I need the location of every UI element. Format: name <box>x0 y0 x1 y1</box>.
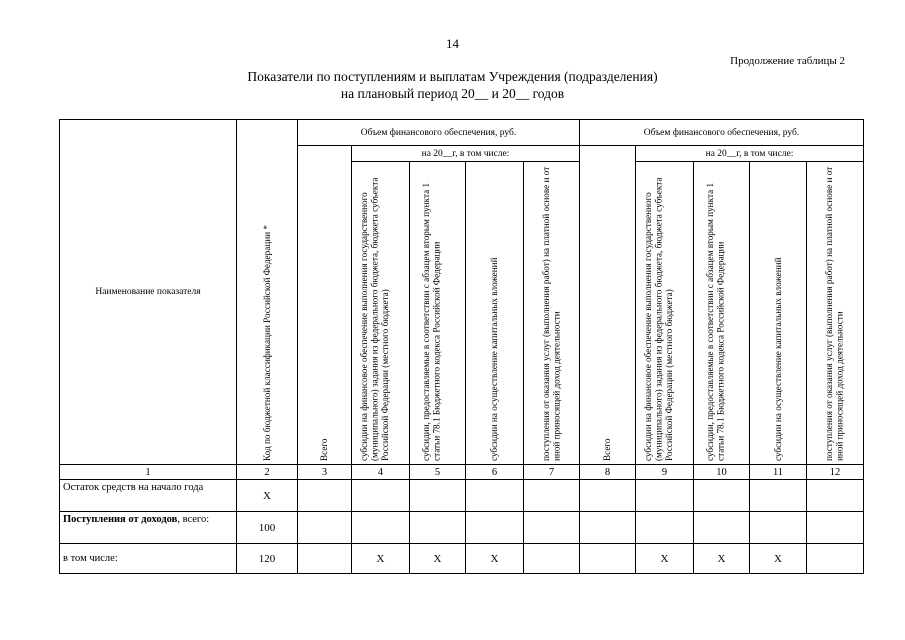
table-cell <box>807 480 864 512</box>
header-subsidy-78-1-1: субсидии, предоставляемые в соответствии с абзацем вторым пункта 1 статьи 78.1 Бюджетного кодекса Российской Федерации <box>410 162 466 465</box>
header-budget-code: Код по бюджетной классификации Российской Федерации * <box>237 120 298 465</box>
column-numbers-row <box>60 465 864 480</box>
table-cell <box>694 512 750 544</box>
header-total-1: Всего <box>298 146 352 465</box>
table-title-line-2: на плановый период 20__ и 20__ годов <box>340 86 565 101</box>
header-total-2: Всего <box>580 146 636 465</box>
header-subsidy-capital-2: субсидии на осуществление капитальных вложений <box>750 162 807 465</box>
row-code: X <box>237 480 298 512</box>
column-number: 5 <box>410 465 466 480</box>
table-row <box>60 544 864 574</box>
table-cell: X <box>466 544 524 574</box>
table-cell <box>298 544 352 574</box>
table-cell <box>298 512 352 544</box>
table-title <box>0 68 905 102</box>
column-number: 12 <box>807 465 864 480</box>
table-cell <box>750 512 807 544</box>
row-label-rest: , всего: <box>177 514 210 525</box>
table-cell <box>750 480 807 512</box>
header-financing-volume-2: Объем финансового обеспечения, руб. <box>580 120 864 146</box>
column-number: 7 <box>524 465 580 480</box>
row-label: в том числе: <box>60 544 237 574</box>
column-number: 8 <box>580 465 636 480</box>
header-paid-services-2: поступления от оказания услуг (выполнения работ) на платной основе и от иной приносящей доход деятельности <box>807 162 864 465</box>
header-paid-services-1: поступления от оказания услуг (выполнения работ) на платной основе и от иной приносящей доход деятельности <box>524 162 580 465</box>
column-number: 2 <box>237 465 298 480</box>
header-year-1: на 20__г, в том числе: <box>352 146 580 162</box>
column-number: 4 <box>352 465 410 480</box>
table-cell: X <box>750 544 807 574</box>
header-indicator-name: Наименование показателя <box>60 120 237 465</box>
table-cell <box>580 480 636 512</box>
table-cell <box>524 512 580 544</box>
table-cell <box>807 544 864 574</box>
table-cell <box>352 480 410 512</box>
header-financing-volume-1: Объем финансового обеспечения, руб. <box>298 120 580 146</box>
table-title-line-1: Показатели по поступлениям и выплатам Учреждения (подразделения) <box>247 69 658 84</box>
table-row <box>60 480 864 512</box>
table-continuation-note: Продолжение таблицы 2 <box>730 55 845 67</box>
column-number: 10 <box>694 465 750 480</box>
header-subsidy-capital-1: субсидии на осуществление капитальных вложений <box>466 162 524 465</box>
table-cell <box>580 544 636 574</box>
table-cell: X <box>410 544 466 574</box>
header-subsidy-assignment-2: субсидии на финансовое обеспечение выполнения государственного (муниципального) задания из федерального бюджета, бюджета субъекта Российской Федерации (местного бюджета) <box>636 162 694 465</box>
table-cell <box>524 480 580 512</box>
table-cell <box>694 480 750 512</box>
table-cell: X <box>636 544 694 574</box>
table-cell: X <box>694 544 750 574</box>
table-cell <box>466 480 524 512</box>
column-number: 3 <box>298 465 352 480</box>
table-cell <box>636 480 694 512</box>
table-cell <box>352 512 410 544</box>
column-number: 11 <box>750 465 807 480</box>
column-number: 6 <box>466 465 524 480</box>
header-year-2: на 20__г, в том числе: <box>636 146 864 162</box>
table-cell <box>524 544 580 574</box>
row-code: 100 <box>237 512 298 544</box>
table-cell <box>580 512 636 544</box>
header-subsidy-assignment-1: субсидии на финансовое обеспечение выполнения государственного (муниципального) задания из федерального бюджета, бюджета субъекта Российской Федерации (местного бюджета) <box>352 162 410 465</box>
row-code: 120 <box>237 544 298 574</box>
row-label: Остаток средств на начало года <box>60 480 237 512</box>
table-cell <box>410 512 466 544</box>
row-label <box>60 512 237 544</box>
table-cell <box>298 480 352 512</box>
table-cell <box>807 512 864 544</box>
column-number: 9 <box>636 465 694 480</box>
page-number: 14 <box>446 36 459 51</box>
table-cell <box>410 480 466 512</box>
table-cell <box>636 512 694 544</box>
financial-indicators-table <box>59 119 864 574</box>
header-subsidy-78-1-2: субсидии, предоставляемые в соответствии с абзацем вторым пункта 1 статьи 78.1 Бюджетного кодекса Российской Федерации <box>694 162 750 465</box>
table-cell: X <box>352 544 410 574</box>
row-label-bold: Поступления от доходов <box>63 514 178 525</box>
table-cell <box>466 512 524 544</box>
column-number: 1 <box>60 465 237 480</box>
table-row <box>60 512 864 544</box>
